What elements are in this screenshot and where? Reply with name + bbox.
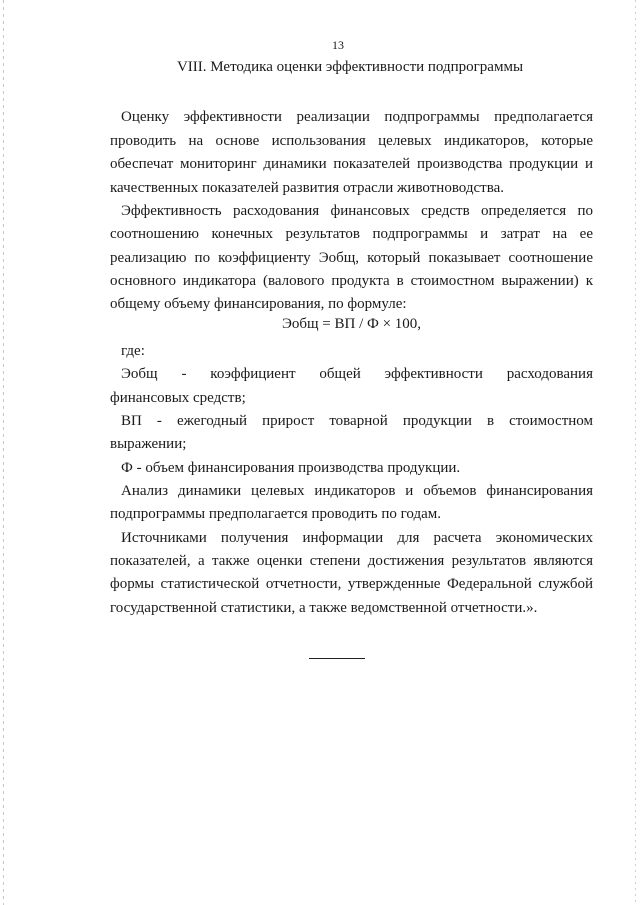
paragraph-2-line-4: основного индикатора (валового продукта в стоимостном выражении) к bbox=[110, 273, 593, 289]
scan-edge-left bbox=[3, 0, 4, 905]
definition-vp-line-1: ВП - ежегодный прирост товарной продукции в стоимостном bbox=[121, 413, 593, 429]
paragraph-3-line-1: Анализ динамики целевых индикаторов и объемов финансирования bbox=[121, 483, 593, 499]
end-rule bbox=[309, 658, 365, 659]
paragraph-4-line-3: формы статистической отчетности, утвержденные Федеральной службой bbox=[110, 576, 593, 592]
paragraph-1-line-2: проводить на основе использования целевых индикаторов, которые bbox=[110, 133, 593, 149]
section-title: VIII. Методика оценки эффективности подпрограммы bbox=[176, 59, 524, 75]
paragraph-1-line-1: Оценку эффективности реализации подпрограммы предполагается bbox=[121, 109, 593, 125]
paragraph-2-line-3: реализацию по коэффициенту Эобщ, который показывает соотношение bbox=[110, 250, 593, 266]
paragraph-4-line-4: государственной статистики, а также ведомственной отчетности.». bbox=[110, 600, 538, 616]
where-label: где: bbox=[121, 343, 145, 359]
definition-eobsch-line-1: Эобщ - коэффициент общей эффективности расходования bbox=[121, 366, 593, 382]
page-number: 13 bbox=[332, 38, 344, 52]
paragraph-2-line-2: соотношению конечных результатов подпрограммы и затрат на ее bbox=[110, 226, 593, 242]
paragraph-4-line-2: показателей, а также оценки степени достижения результатов являются bbox=[110, 553, 593, 569]
paragraph-2-line-1: Эффективность расходования финансовых средств определяется по bbox=[121, 203, 593, 219]
scan-edge-right bbox=[635, 0, 636, 905]
definition-vp-line-2: выражении; bbox=[110, 436, 187, 452]
definition-f: Ф - объем финансирования производства продукции. bbox=[121, 460, 461, 476]
paragraph-3-line-2: подпрограммы предполагается проводить по годам. bbox=[110, 506, 442, 522]
definition-eobsch-line-2: финансовых средств; bbox=[110, 390, 246, 406]
efficiency-formula: Эобщ = ВП / Ф × 100, bbox=[281, 316, 422, 332]
paragraph-1-line-3: обеспечат мониторинг динамики показателей производства продукции и bbox=[110, 156, 593, 172]
paragraph-2-line-5: общему объему финансирования, по формуле: bbox=[110, 296, 407, 312]
paragraph-4-line-1: Источниками получения информации для расчета экономических bbox=[121, 530, 593, 546]
paragraph-1-line-4: качественных показателей развития отрасли животноводства. bbox=[110, 180, 504, 196]
